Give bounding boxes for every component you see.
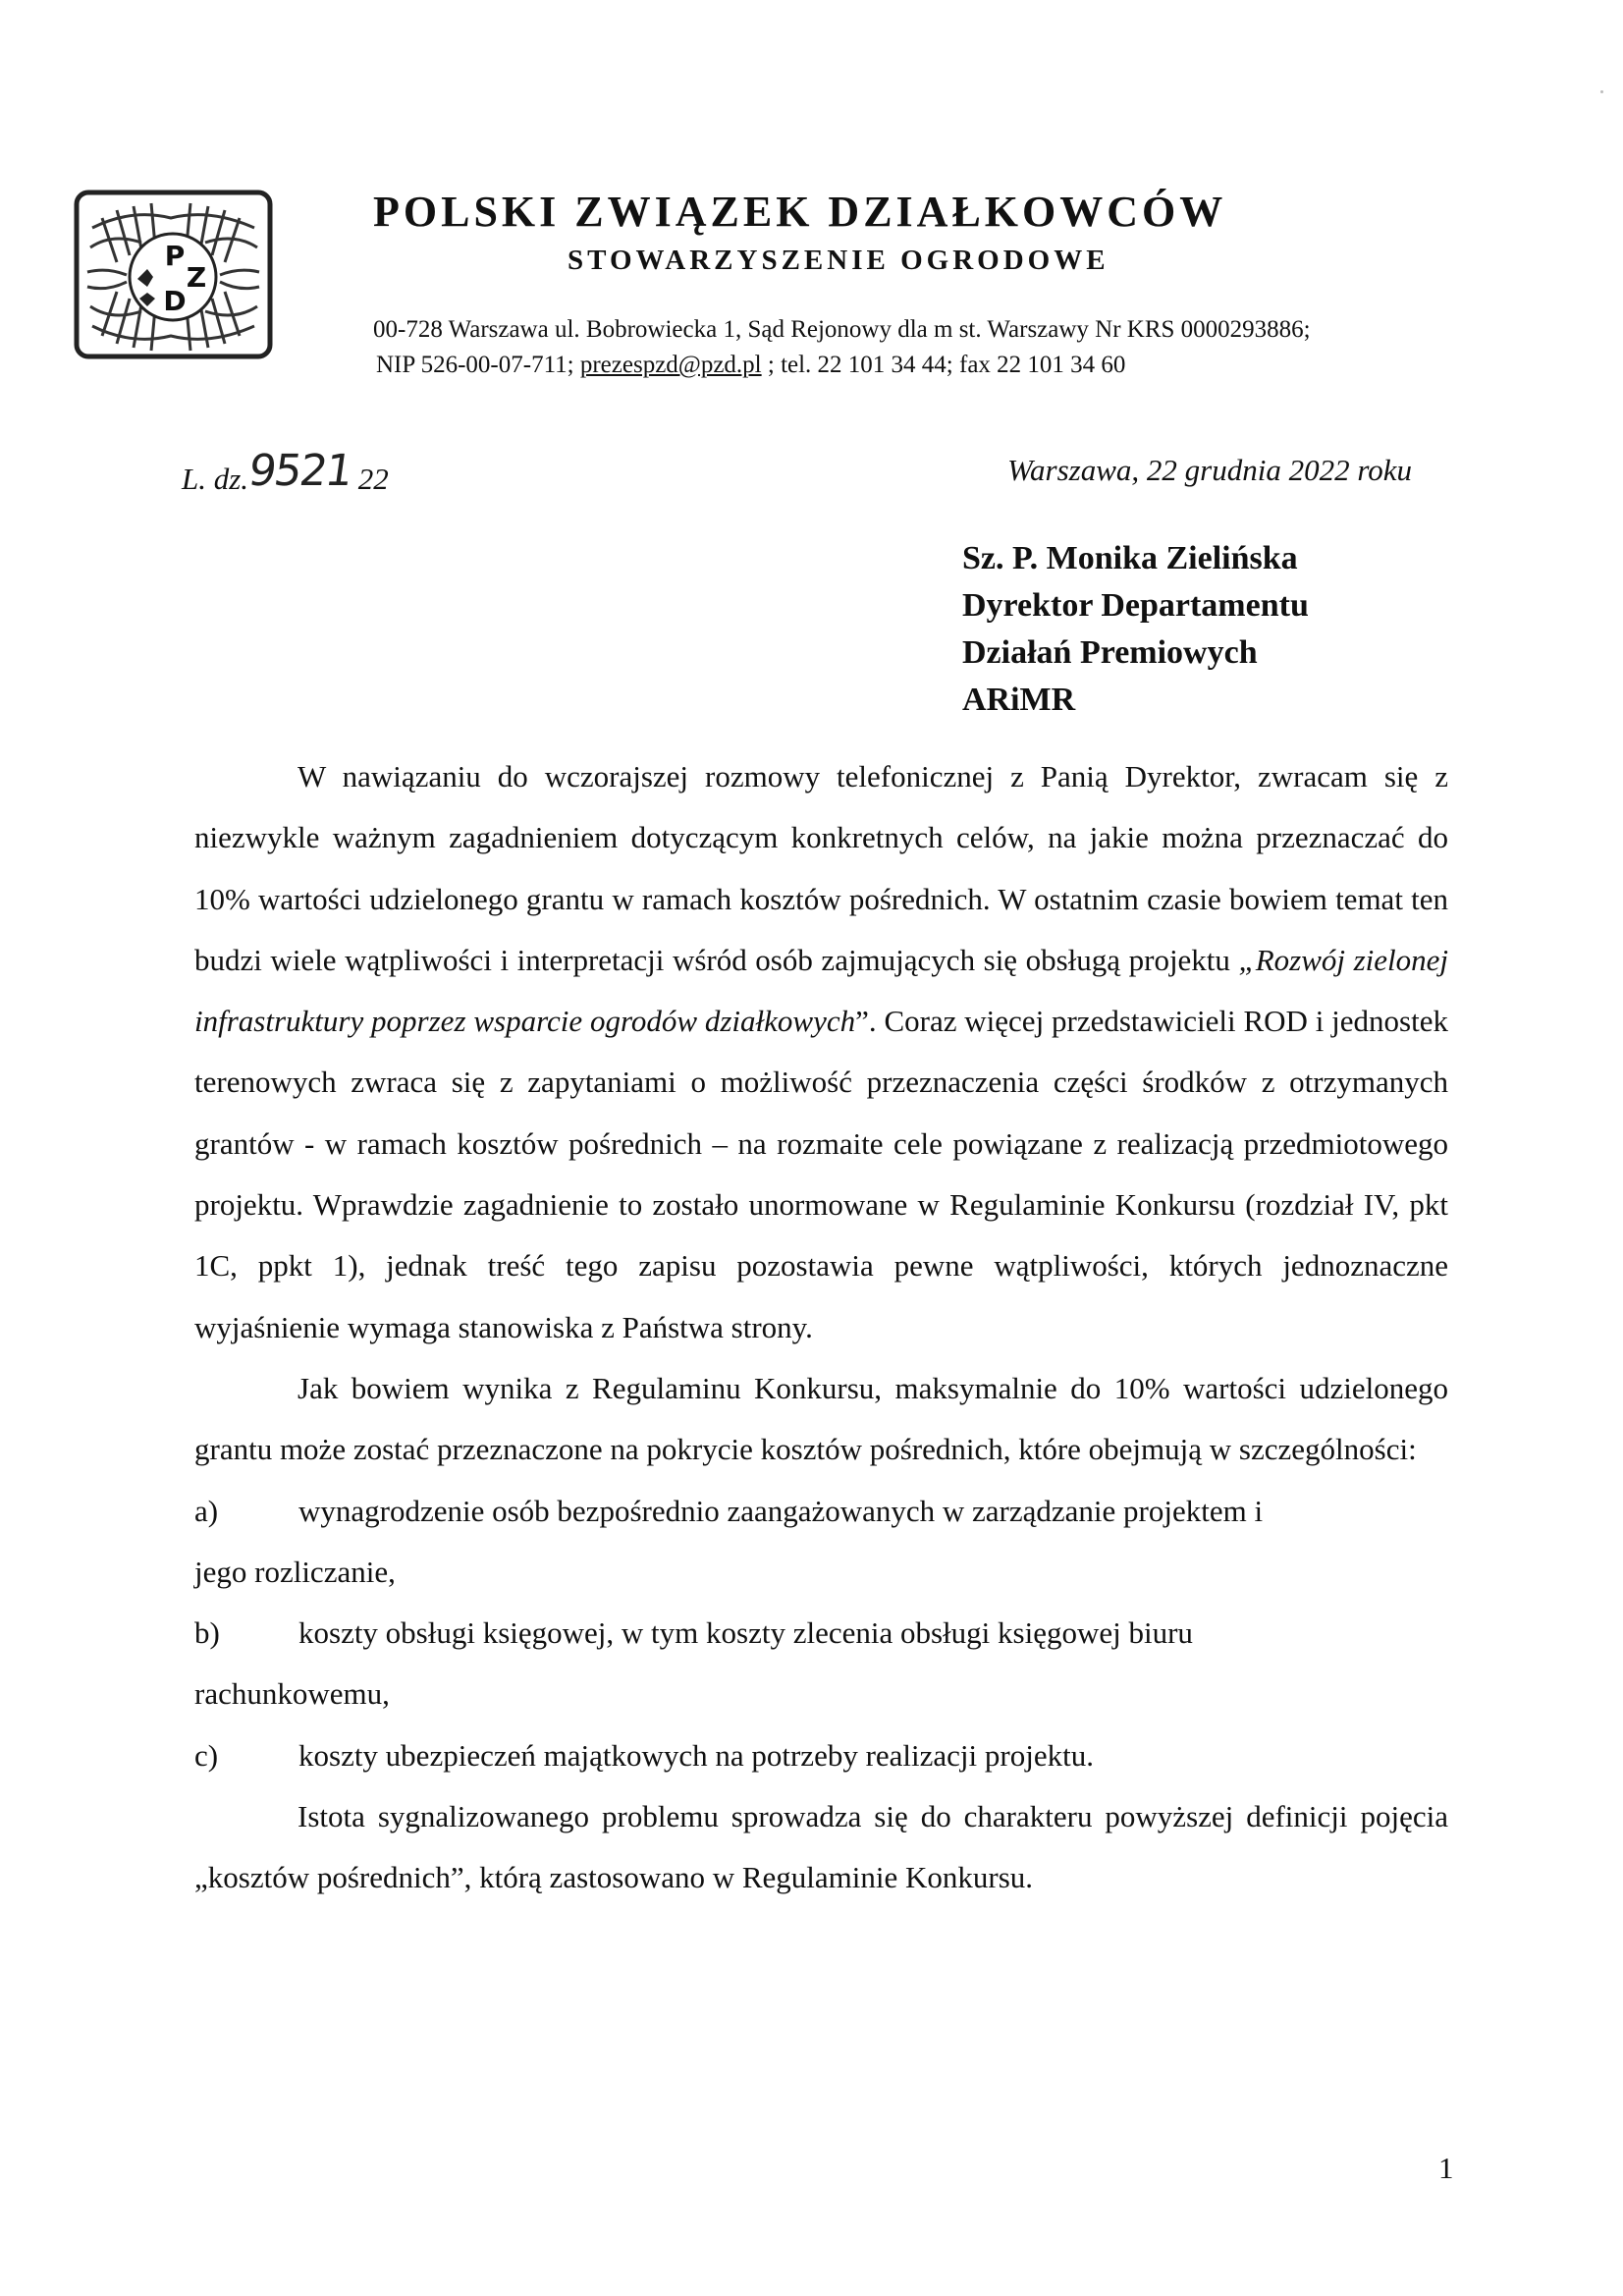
- list-item-b: [194, 1603, 1448, 1664]
- address-line-2: [373, 348, 1311, 383]
- paragraph-3: Istota sygnalizowanego problemu sprowadza się do charakteru powyższej definicji pojęcia „kosztów pośrednich”, którą zastosowano w Regulaminie Konkursu.: [194, 1799, 1448, 1895]
- paragraph-1: [194, 746, 1448, 1358]
- organization-name: POLSKI ZWIĄZEK DZIAŁKOWCÓW: [373, 188, 1227, 236]
- list-text: wynagrodzenie osób bezpośrednio zaangażowanych w zarządzanie projektem i: [298, 1493, 1264, 1528]
- recipient-title: Dyrektor Departamentu: [962, 587, 1309, 624]
- logo-letter-p: P: [164, 240, 186, 272]
- email-link[interactable]: prezespzd@pzd.pl: [579, 352, 762, 378]
- handwritten-reference-number: 9521: [245, 446, 355, 496]
- logo-letter-d: D: [163, 285, 187, 317]
- scan-artifact: [1600, 90, 1603, 93]
- list-text: koszty ubezpieczeń majątkowych na potrzeby realizacji projektu.: [298, 1737, 1094, 1773]
- page-number: 1: [1438, 2151, 1454, 2185]
- recipient-department: Działań Premiowych: [962, 634, 1258, 671]
- list-marker: a): [194, 1493, 219, 1528]
- paragraph-1-text-a: W nawiązaniu do wczorajszej rozmowy telefonicznej z Panią Dyrektor, zwracam się z niezwykle ważnym zagadnieniem dotyczącym konkretnych celów, na jakie można przeznaczać do 10% wartości udzielonego grantu w ramach kosztów pośrednich. W ostatnim czasie bowiem temat ten budzi wiele wątpliwości i interpretacji wśród osób zajmujących się obsługą projektu: [194, 759, 1448, 977]
- logo-letter-z: Z: [186, 261, 207, 294]
- list-continuation: jego rozliczanie,: [194, 1554, 396, 1589]
- letter-date: Warszawa, 22 grudnia 2022 roku: [1007, 453, 1412, 487]
- list-marker: c): [194, 1737, 219, 1773]
- letter-body: [194, 746, 1448, 1909]
- paragraph-2: Jak bowiem wynika z Regulaminu Konkursu, maksymalnie do 10% wartości udzielonego grantu może zostać przeznaczone na pokrycie kosztów pośrednich, które obejmują w szczególności:: [194, 1370, 1448, 1467]
- phone-fax-text: ; tel. 22 101 34 44; fax 22 101 34 60: [761, 352, 1126, 378]
- address-line-1: 00-728 Warszawa ul. Bobrowiecka 1, Sąd Rejonowy dla m st. Warszawy Nr KRS 0000293886;: [373, 316, 1311, 343]
- address-block: [373, 312, 1311, 383]
- reference-prefix: L. dz.: [182, 462, 249, 496]
- recipient-block: [962, 535, 1309, 724]
- list-item-a: [194, 1481, 1448, 1542]
- pzd-logo: [73, 189, 274, 360]
- recipient-name: Sz. P. Monika Zielińska: [962, 540, 1298, 576]
- paragraph-1-text-b: ”. Coraz więcej przedstawicieli ROD i jednostek terenowych zwraca się z zapytaniami o możliwość przeznaczenia części środków z otrzymanych grantów - w ramach kosztów pośrednich – na rozmaite cele powiązane z realizacją przedmiotowego projektu. Wprawdzie zagadnienie to zostało unormowane w Regulaminie Konkursu (rozdział IV, pkt 1C, ppkt 1), jednak treść tego zapisu pozostawia pewne wątpliwości, których jednoznaczne wyjaśnienie wymaga stanowiska z Państwa strony.: [194, 1004, 1448, 1344]
- list-text: koszty obsługi księgowej, w tym koszty zlecenia obsługi księgowej biuru: [298, 1615, 1193, 1651]
- reference-number: [182, 446, 389, 500]
- recipient-agency: ARiMR: [962, 682, 1076, 718]
- list-item-c: [194, 1725, 1448, 1786]
- project-title: „Rozwój zielonej infrastruktury poprzez wsparcie ogrodów działkowych: [194, 942, 1448, 1039]
- list-marker: b): [194, 1615, 220, 1651]
- nip-text: NIP 526-00-07-711;: [376, 352, 580, 378]
- reference-suffix: 22: [357, 462, 389, 496]
- list-continuation: rachunkowemu,: [194, 1676, 390, 1712]
- organization-subtitle: STOWARZYSZENIE OGRODOWE: [568, 245, 1109, 276]
